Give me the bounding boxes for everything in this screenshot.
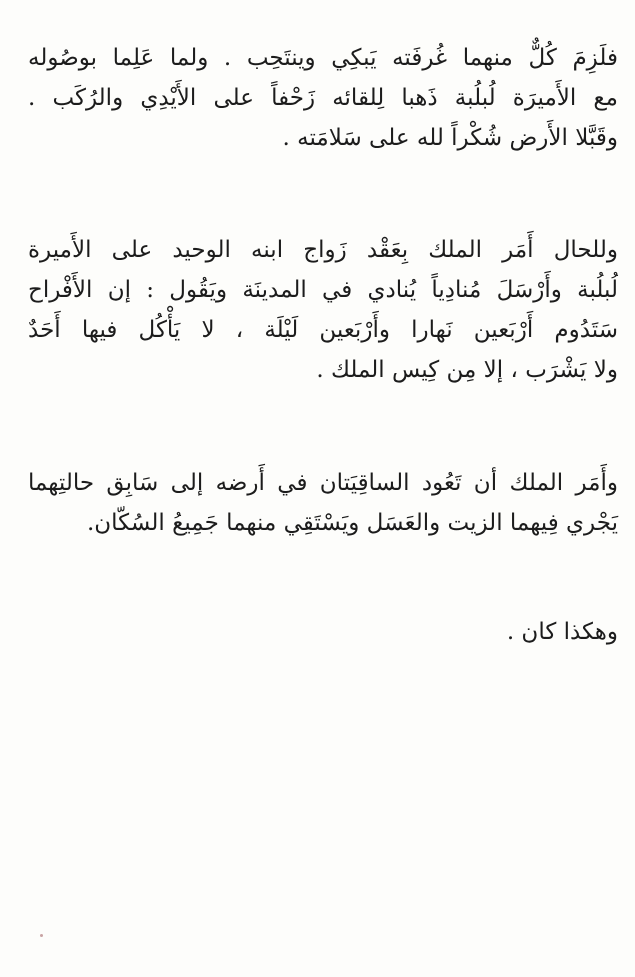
paper-speck bbox=[40, 934, 43, 937]
paragraph-3 bbox=[28, 463, 618, 543]
text-line: لُبلُبة وأَرْسَلَ مُنادِياً يُنادي في المدينَة ويَقُول : إن الأَفْراح bbox=[28, 277, 618, 303]
text-line: وأَمَر الملك أن تَعُود الساقِيَتان في أَرضه إلى سَابِق حالتِهما bbox=[28, 470, 618, 496]
text-line: وللحال أَمَر الملك بِعَقْد زَواج ابنه الوحيد على الأَميرة bbox=[28, 237, 618, 263]
paragraph-2 bbox=[28, 230, 618, 390]
text-line: يَجْري فِيهما الزيت والعَسَل ويَسْتَقِي منهما جَمِيعُ السُكّان. bbox=[86, 510, 618, 536]
text-line: سَتَدُوم أَرْبَعين نَهارا وأَرْبَعين لَيْلَة ، لا يَأْكُل فيها أَحَدٌ bbox=[28, 317, 618, 343]
text-line: وقَبَّلا الأَرض شُكْراً لله على سَلامَته . bbox=[282, 125, 618, 151]
text-line: فلَزِمَ كُلٌّ منهما غُرفَته يَبكِي وينتَحِب . ولما عَلِما بوصُوله bbox=[28, 45, 618, 71]
text-line: مع الأَميرَة لُبلُبة ذَهبا لِلقائه زَحْفاً على الأَيْدِي والرُكَب . bbox=[28, 85, 618, 111]
paragraph-4 bbox=[28, 612, 618, 652]
text-line: ولا يَشْرَب ، إلا مِن كِيس الملك . bbox=[316, 357, 618, 383]
paragraph-1 bbox=[28, 38, 618, 158]
text-line: وهكذا كان . bbox=[506, 619, 618, 645]
